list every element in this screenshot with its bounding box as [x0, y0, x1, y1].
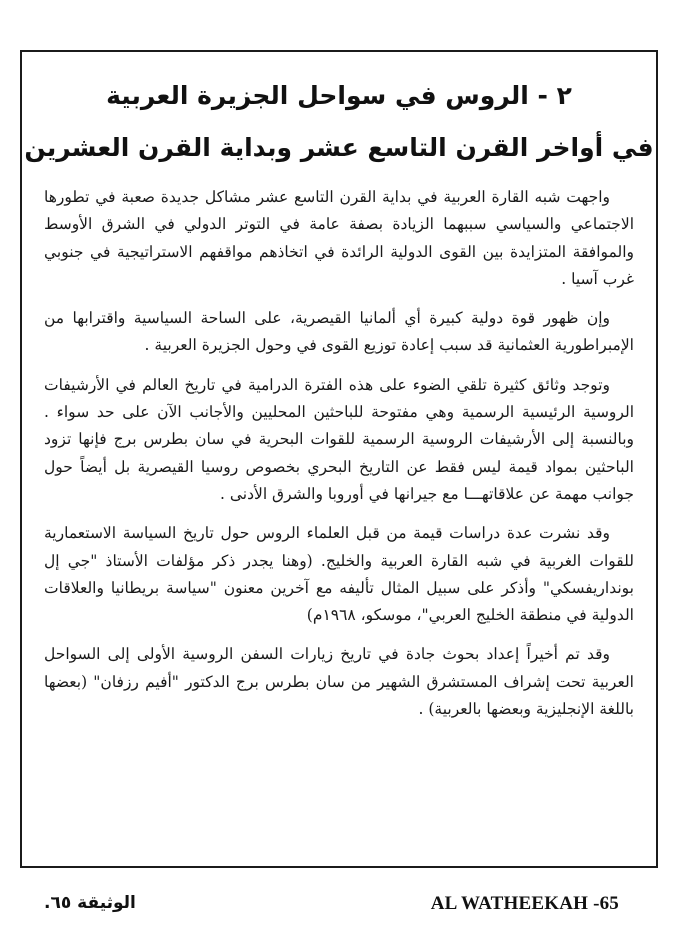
paragraph-2: وإن ظهور قوة دولية كبيرة أي ألمانيا القيصرية، على الساحة السياسية واقترابها من الإمبراطورية العثمانية قد سبب إعادة توزيع القوى في وحول الجزيرة العربية .	[44, 309, 634, 355]
paragraph-3: وتوجد وثائق كثيرة تلقي الضوء على هذه الفترة الدرامية في تاريخ العالم في الأرشيفات الروسية الرئيسية الرسمية وهي مفتوحة للباحثين المحليين والأجانب الآن على حد سواء . وبالنسبة إلى الأرشيفات الروسية الرسمية للقوات البحرية في سان بطرس برج فإنها تزود الباحثين بمواد قيمة ليس فقط عن التاريخ البحري بخصوص روسيا القيصرية بل أيضاً حول جوانب مهمة عن علاقاتهـــا مع جيرانها في أوروبا والشرق الأدنى .	[44, 375, 634, 503]
article-body	[44, 184, 634, 735]
paragraph-5: وقد تم أخيراً إعداد بحوث جادة في تاريخ زيارات السفن الروسية الأولى إلى السواحل العربية تحت إشراف المستشرق الشهير من سان بطرس برج الدكتور "أفيم رزفان" (بعضها باللغة الإنجليزية وبعضها بالعربية) .	[44, 645, 634, 719]
footer-english-page-label: AL WATHEEKAH -65	[430, 893, 619, 914]
article-frame	[20, 50, 658, 868]
article-heading	[22, 70, 656, 174]
heading-line-1: ٢ - الروس في سواحل الجزيرة العربية	[106, 81, 572, 110]
footer-arabic-page-label: الوثيقة ٦٥.	[44, 893, 136, 913]
page-footer	[0, 893, 685, 923]
paragraph-1: واجهت شبه القارة العربية في بداية القرن التاسع عشر مشاكل جديدة صعبة في تطورها الاجتماعي والسياسي سببهما الزيادة بصفة عامة في التوتر الدولي في الشرق الأوسط والموافقة المتزايدة بين القوى الدولية الرائدة في اتخاذهم مواقفهم الاستراتيجية في جنوبي غرب آسيا .	[44, 188, 634, 288]
heading-line-2: في أواخر القرن التاسع عشر وبداية القرن العشرين	[24, 133, 654, 162]
paragraph-4: وقد نشرت عدة دراسات قيمة من قبل العلماء الروس حول تاريخ السياسة الاستعمارية للقوات الغربية في شبه القارة العربية والخليج. (وهنا يجدر ذكر مؤلفات الأستاذ "جي إل بونداريفسكي" وأذكر على سبيل المثال تأليفه مع آخرين معنون "سياسة بريطانيا والعلاقات الدولية في منطقة الخليج العربي"، موسكو، ١٩٦٨م)	[44, 524, 634, 625]
